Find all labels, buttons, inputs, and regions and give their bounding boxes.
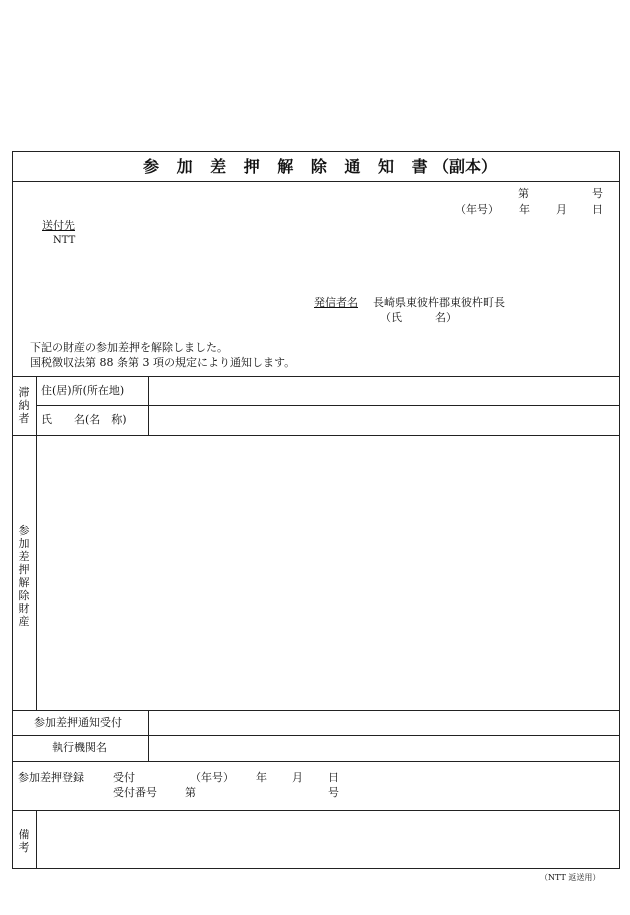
registration-dai: 第: [185, 786, 196, 799]
registration-month: 月: [292, 771, 303, 784]
registration-bottom-divider: [12, 810, 620, 811]
registration-go: 号: [328, 786, 339, 799]
delinquent-name-label: 氏 名(名 称): [41, 413, 127, 426]
sender-name-paren: （氏 名）: [380, 311, 457, 324]
registration-number-label: 受付番号: [113, 786, 157, 799]
registration-received: 受付: [113, 771, 135, 784]
delinquent-address-label: 住(居)所(所在地): [41, 384, 125, 397]
remarks-side-divider: [36, 810, 37, 869]
registration-year: 年: [256, 771, 267, 784]
addressee-label: 送付先: [42, 219, 75, 232]
property-side-divider: [36, 435, 37, 710]
delinquent-row-divider: [36, 405, 620, 406]
addressee-name: NTT: [53, 235, 76, 246]
registration-era: （年号）: [190, 771, 234, 784]
form-title: 参 加 差 押 解 除 通 知 書: [143, 157, 434, 176]
registration-day: 日: [328, 771, 339, 784]
doc-number-go: 号: [592, 187, 603, 200]
date-day: 日: [592, 203, 603, 216]
sender-label: 発信者名: [314, 296, 358, 309]
property-bottom-divider: [12, 710, 620, 711]
receipt-bottom-divider: [12, 761, 620, 762]
date-year: 年: [519, 203, 530, 216]
doc-number-dai: 第: [518, 187, 529, 200]
property-side-label: 参加差押解除財産: [18, 524, 30, 628]
body-line-1: 下記の財産の参加差押を解除しました。: [30, 341, 228, 354]
receipt-row-divider: [12, 735, 620, 736]
registration-label: 参加差押登録: [18, 771, 84, 784]
receipt-notice-label: 参加差押通知受付: [34, 716, 122, 729]
remarks-side-label: 備考: [18, 828, 30, 854]
delinquent-side-label: 滞納者: [18, 386, 30, 425]
date-era-label: （年号）: [455, 203, 499, 216]
header-section-divider: [12, 376, 620, 377]
date-month: 月: [556, 203, 567, 216]
copy-mark: （副本）: [433, 157, 498, 176]
executing-agency-label: 執行機関名: [52, 741, 107, 754]
sender-value: 長崎県東彼杵郡東彼杵町長: [373, 296, 505, 309]
footer-note: （NTT 返送用）: [540, 873, 601, 882]
delinquent-bottom-divider: [12, 435, 620, 436]
title-divider: [12, 181, 620, 182]
body-line-2: 国税徴収法第 88 条第 3 項の規定により通知します。: [30, 356, 296, 369]
